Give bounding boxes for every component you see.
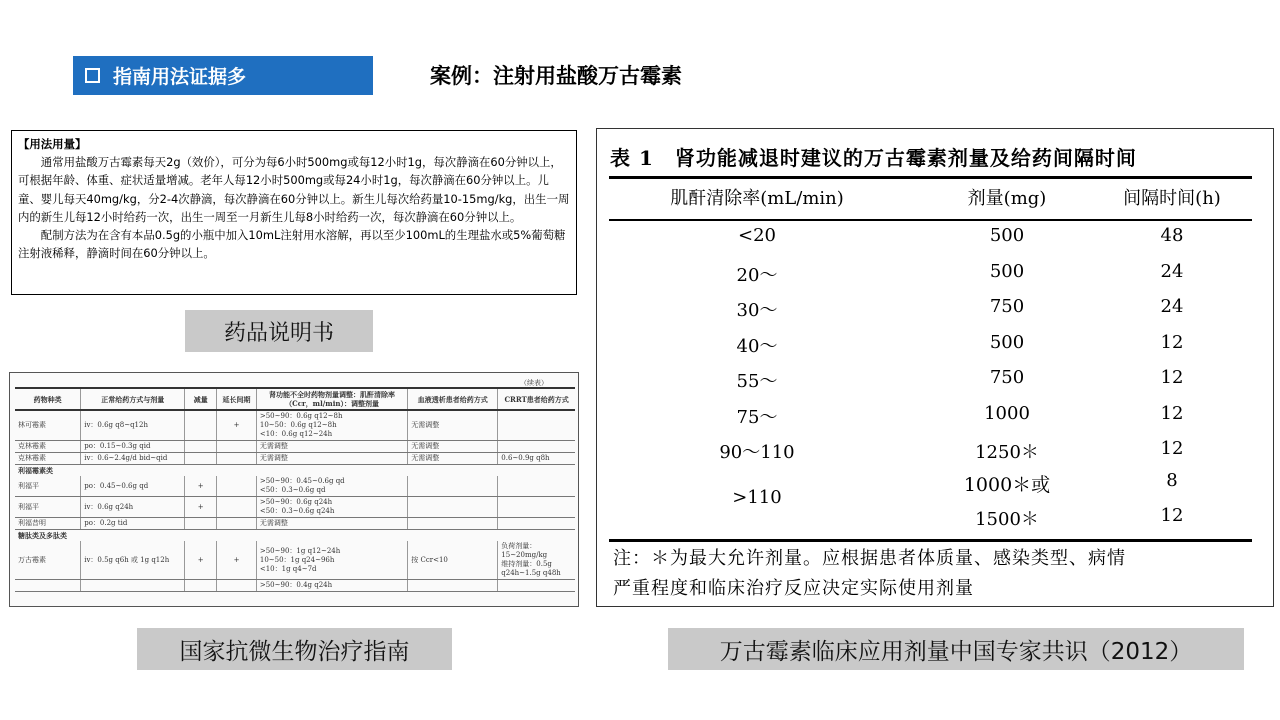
guideline-table-row — [15, 580, 575, 592]
dosage-cell-ccr: 40～ — [736, 335, 778, 357]
guideline-category-label: 利福霉素类 — [18, 466, 53, 475]
dosage-cell-dose: 1000 — [984, 402, 1030, 424]
dosage-table-title: 表 1 肾功能减退时建议的万古霉素剂量及给药间隔时间 — [610, 146, 1137, 170]
label-drug-insert: 药品说明书 — [185, 310, 373, 352]
table-note-line-1: 注：＊为最大允许剂量。应根据患者体质量、感染类型、病情 — [613, 548, 1126, 569]
guideline-cell-drug: 万古霉素 — [15, 541, 81, 580]
dosage-cell-dose: 1000＊或 — [963, 473, 1051, 496]
guideline-table-row — [15, 476, 575, 497]
guideline-cell-extend — [217, 441, 257, 453]
dosage-cell-interval: 24 — [1160, 296, 1184, 317]
usage-dosage-box — [11, 130, 577, 295]
dosage-cell-ccr: 20～ — [736, 264, 778, 286]
guideline-cell-dose: iv：0.6~2.4g/d bid~qid — [81, 453, 185, 465]
guideline-cell-dose — [81, 580, 185, 592]
table-bottom-rule — [609, 539, 1252, 542]
guideline-cell-extend — [217, 476, 257, 497]
col-header-ccr: 肌酐清除率(mL/min) — [670, 188, 844, 209]
guideline-category-label: 糖肽类及多肽类 — [18, 531, 67, 540]
label-national-guideline: 国家抗微生物治疗指南 — [137, 628, 452, 670]
guideline-cell-hd: 无需调整 — [408, 453, 498, 465]
guideline-cell-reduce — [185, 410, 217, 441]
guideline-cell-renal: 无需调整 — [256, 453, 407, 465]
dosage-cell-dose: 1250＊ — [975, 442, 1039, 463]
guideline-cell-reduce — [185, 441, 217, 453]
dosage-cell-ccr: 55～ — [736, 371, 778, 392]
checkbox-square-icon — [85, 68, 100, 83]
guideline-header-cell: CRRT患者给药方式 — [498, 388, 575, 410]
guideline-cell-renal: >50~90：0.6g q12~8h 10~50：0.6g q12~8h <10：0.6g q12~24h — [256, 410, 407, 441]
guideline-cell-crrt: 0.6~0.9g q8h — [498, 453, 575, 465]
guideline-cell-drug: 林可霉素 — [15, 410, 81, 441]
guideline-cell-reduce: + — [185, 497, 217, 518]
guideline-header-cell: 血液透析患者给药方式 — [408, 388, 498, 410]
dosage-cell-interval: 12 — [1160, 402, 1184, 424]
guideline-cell-renal: 无需调整 — [256, 518, 407, 530]
guideline-cell-reduce — [185, 453, 217, 465]
guideline-cell-extend: + — [217, 541, 257, 580]
guideline-cell-drug: 克林霉素 — [15, 441, 81, 453]
guideline-category-row — [15, 465, 575, 477]
dosage-cell-dose: 500 — [989, 225, 1025, 246]
guideline-cell-hd: 无需调整 — [408, 410, 498, 441]
guideline-cell-hd: 无需调整 — [408, 441, 498, 453]
guideline-header-cell: 肾功能不全时药物剂量调整：肌酐清除率（Ccr，ml/min）：调整剂量 — [256, 388, 407, 410]
dosage-cell-ccr: >110 — [732, 486, 782, 508]
table-header-rule — [609, 219, 1252, 221]
guideline-header-cell: 正常给药方式与剂量 — [81, 388, 185, 410]
usage-paragraph-2: 配制方法为在含有本品0.5g的小瓶中加入10mL注射用水溶解，再以至少100mL的生理盐水或5%葡萄糖注射液稀释，静滴时间在60分钟以上。 — [18, 228, 566, 261]
dosage-cell-interval: 12 — [1160, 367, 1184, 388]
dosage-cell-ccr: 90～110 — [719, 442, 795, 463]
usage-title: 【用法用量】 — [18, 137, 87, 151]
guideline-cell-dose: iv：0.6g q8~q12h — [81, 410, 185, 441]
dosage-cell-interval: 12 — [1160, 331, 1184, 353]
section-header — [73, 56, 373, 95]
guideline-cell-renal: >50~90：0.6g q24h <50：0.3~0.6g q24h — [256, 497, 407, 518]
dosage-cell-dose: 500 — [989, 260, 1025, 282]
dosage-cell-dose: 500 — [989, 331, 1025, 353]
guideline-cell-extend — [217, 453, 257, 465]
dosage-cell-dose: 750 — [989, 367, 1025, 388]
guideline-cell-hd — [408, 580, 498, 592]
guideline-cell-extend — [217, 518, 257, 530]
guideline-cell-reduce — [185, 580, 217, 592]
guideline-cell-dose: po：0.15~0.3g qid — [81, 441, 185, 453]
dosage-cell-interval: 12 — [1160, 438, 1184, 459]
col-header-dose: 剂量(mg) — [967, 188, 1047, 209]
guideline-table-row — [15, 518, 575, 530]
dosage-cell-interval: 24 — [1160, 260, 1184, 282]
guideline-cell-reduce: + — [185, 541, 217, 580]
dosage-cell-ccr: 75～ — [736, 406, 778, 428]
usage-paragraph-1: 通常用盐酸万古霉素每天2g（效价），可分为每6小时500mg或每12小时1g，每次静滴在60分钟以上，可根据年龄、体重、症状适量增减。老年人每12小时500mg或每24小时1g，每次静滴在60分钟以上。儿童、婴儿每天40mg/kg，分2-4次静滴，每次静滴在60分钟以上。新生儿每次给药量10-15mg/kg，出生一周内的新生儿每12小时给药一次，出生一周至一月新生儿每8小时给药一次，每次静滴在60分钟以上。 — [18, 155, 570, 224]
guideline-cell-crrt — [498, 476, 575, 497]
guideline-table-scan — [9, 372, 579, 607]
guideline-cell-hd — [408, 518, 498, 530]
section-header-label: 指南用法证据多 — [113, 66, 247, 88]
guideline-header-row — [15, 388, 575, 410]
dosage-cell-dose: 1500＊ — [975, 509, 1039, 530]
guideline-table-row — [15, 497, 575, 518]
dosage-cell-interval: 8 — [1166, 469, 1178, 491]
guideline-table — [15, 387, 575, 592]
guideline-cell-crrt: 负荷剂量：15~20mg/kg 维持剂量：0.5g q24h~1.5g q48h — [498, 541, 575, 580]
guideline-cell-hd — [408, 476, 498, 497]
guideline-cell-crrt — [498, 580, 575, 592]
guideline-cell-dose: iv：0.5g q6h 或 1g q12h — [81, 541, 185, 580]
guideline-table-row — [15, 410, 575, 441]
guideline-table-row — [15, 453, 575, 465]
guideline-cell-reduce: + — [185, 476, 217, 497]
guideline-cell-extend — [217, 580, 257, 592]
guideline-cell-hd: 按 Ccr<10 — [408, 541, 498, 580]
guideline-cell-drug: 利福平 — [15, 476, 81, 497]
col-header-interval: 间隔时间(h) — [1123, 188, 1221, 209]
guideline-cell-renal: >50~90：0.45~0.6g qd <50：0.3~0.6g qd — [256, 476, 407, 497]
guideline-cell-drug: 利福昔明 — [15, 518, 81, 530]
guideline-cell-crrt — [498, 497, 575, 518]
guideline-cell-crrt — [498, 410, 575, 441]
guideline-cell-renal: 无需调整 — [256, 441, 407, 453]
guideline-cell-renal: >50~90：0.4g q24h — [256, 580, 407, 592]
dosage-cell-dose: 750 — [989, 296, 1025, 317]
guideline-cell-hd — [408, 497, 498, 518]
case-title: 案例：注射用盐酸万古霉素 — [430, 64, 682, 88]
dosage-table-figure — [596, 128, 1274, 607]
table-note-line-2: 严重程度和临床治疗反应决定实际使用剂量 — [613, 578, 974, 599]
guideline-header-cell: 减量 — [185, 388, 217, 410]
guideline-cell-extend: + — [217, 410, 257, 441]
dosage-cell-ccr: <20 — [738, 225, 776, 246]
guideline-header-cell: 延长间期 — [217, 388, 257, 410]
guideline-cell-renal: >50~90：1g q12~24h 10~50：1g q24~96h <10：1g q4~7d — [256, 541, 407, 580]
guideline-table-row — [15, 441, 575, 453]
dosage-cell-interval: 48 — [1160, 225, 1184, 246]
guideline-cell-drug: 克林霉素 — [15, 453, 81, 465]
table-top-rule — [609, 176, 1252, 179]
guideline-cell-dose: iv：0.6g q24h — [81, 497, 185, 518]
guideline-table-row — [15, 541, 575, 580]
guideline-cell-dose: po：0.45~0.6g qd — [81, 476, 185, 497]
label-expert-consensus: 万古霉素临床应用剂量中国专家共识（2012） — [668, 628, 1244, 670]
dosage-cell-ccr: 30～ — [736, 300, 778, 321]
guideline-cell-reduce — [185, 518, 217, 530]
guideline-cell-dose: po：0.2g tid — [81, 518, 185, 530]
continued-label: （续表） — [520, 379, 548, 387]
guideline-cell-drug: 利福平 — [15, 497, 81, 518]
guideline-cell-crrt — [498, 441, 575, 453]
guideline-category-row — [15, 530, 575, 542]
dosage-cell-interval: 12 — [1160, 505, 1184, 526]
guideline-cell-extend — [217, 497, 257, 518]
guideline-header-cell: 药物种类 — [15, 388, 81, 410]
guideline-cell-drug — [15, 580, 81, 592]
guideline-cell-crrt — [498, 518, 575, 530]
